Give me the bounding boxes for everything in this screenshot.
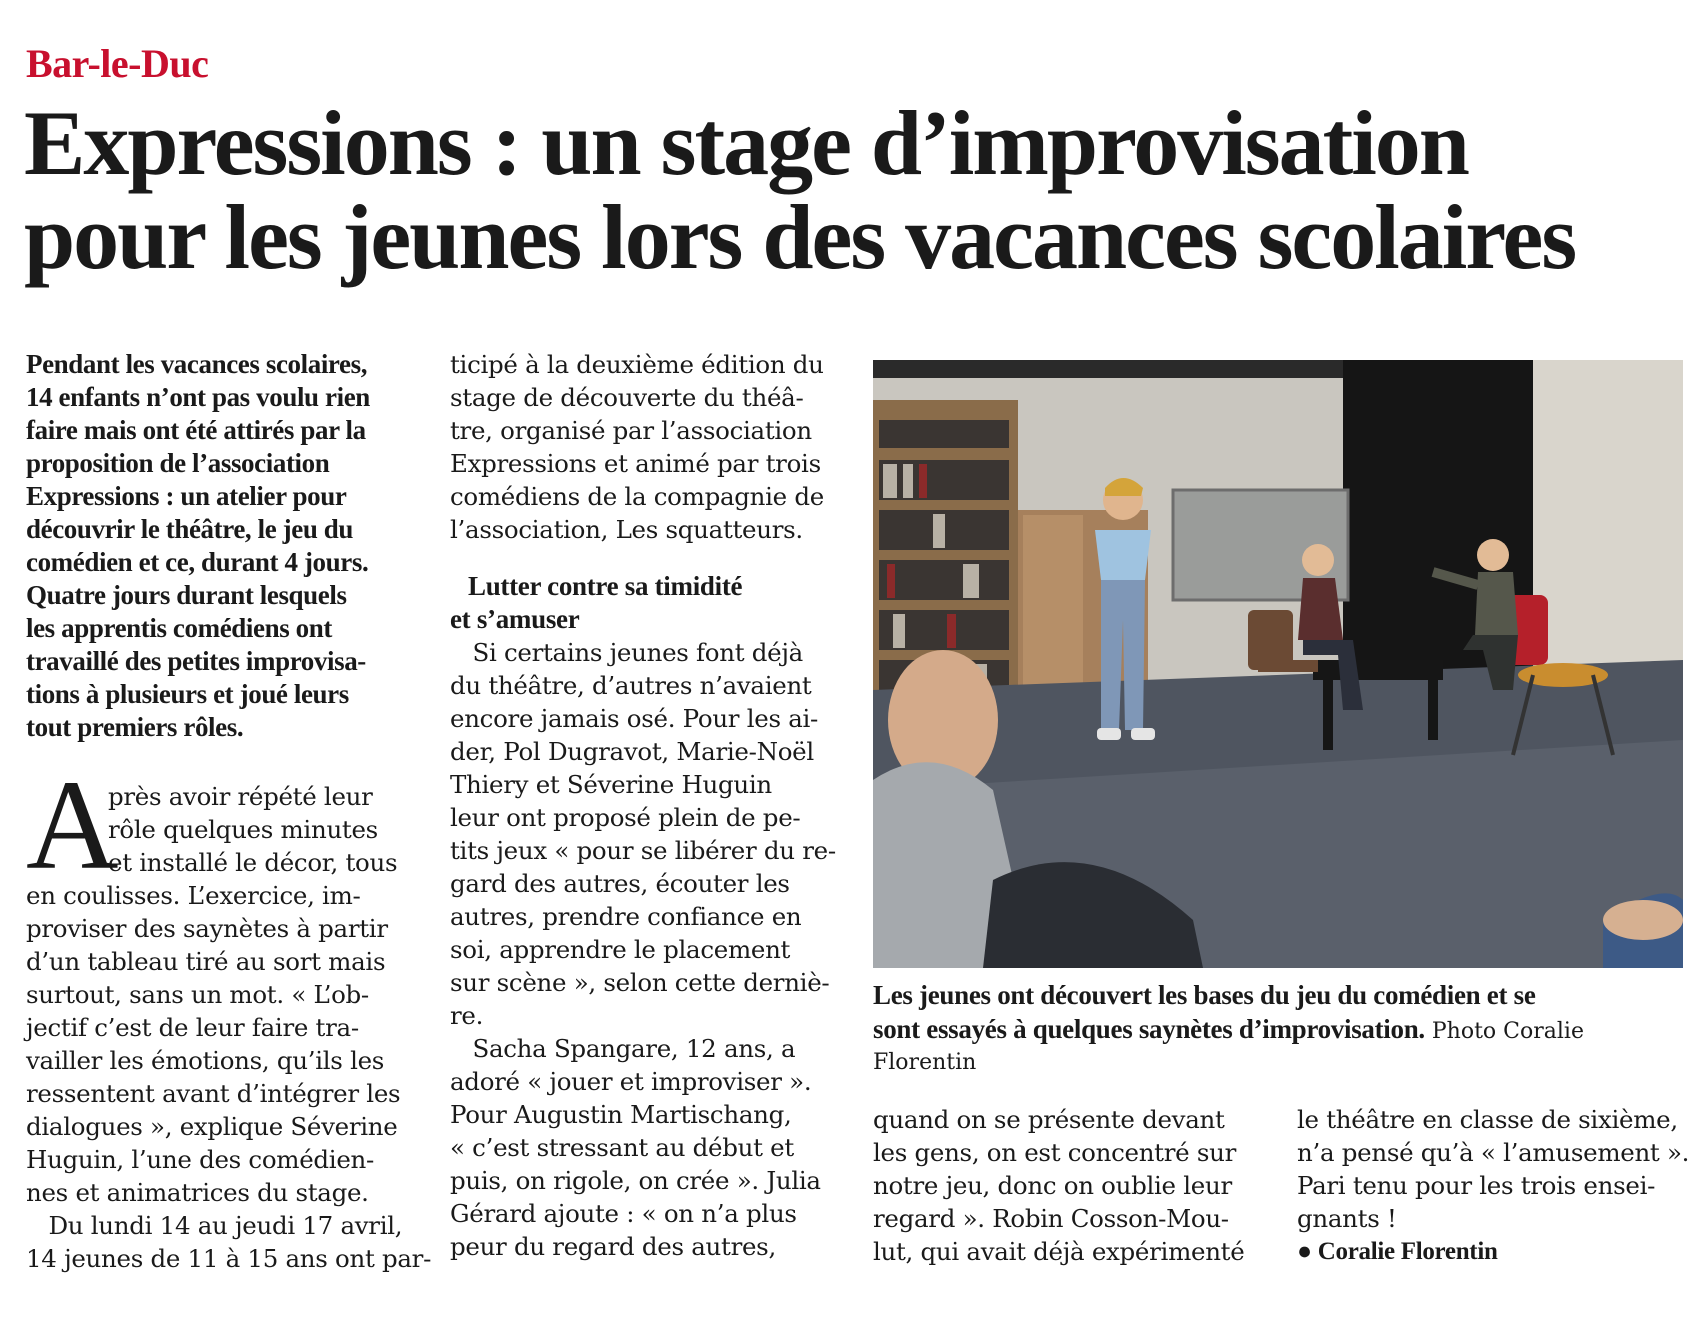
body-line: vailler les émotions, qu’ils les [26, 1046, 385, 1075]
body-line: Du lundi 14 au jeudi 17 avril, [26, 1211, 403, 1240]
chapo-line: 14 enfants n’ont pas voulu rien [26, 382, 370, 412]
chapo-line: les apprentis comédiens ont [26, 613, 332, 643]
chapo-line: comédien et ce, durant 4 jours. [26, 547, 369, 577]
body-line: lut, qui avait déjà expérimenté [873, 1237, 1245, 1266]
body-line: Expressions et animé par trois [450, 449, 821, 478]
headline-line: pour les jeunes lors des vacances scolaires [24, 186, 1576, 288]
chapo-line: faire mais ont été attirés par la [26, 415, 366, 445]
body-line: en coulisses. L’exercice, im- [26, 881, 361, 910]
body-line: « c’est stressant au début et [450, 1133, 794, 1162]
body-line: ressentent avant d’intégrer les [26, 1079, 401, 1108]
headline [24, 92, 1684, 288]
body-line: Thiery et Séverine Huguin [450, 770, 772, 799]
subheading: Lutter contre sa timidité [468, 571, 743, 601]
body-line: et installé le décor, tous [108, 848, 398, 877]
photo-credit: Photo Coralie [1424, 1019, 1584, 1044]
body-line: surtout, sans un mot. « L’ob- [26, 980, 369, 1009]
body-column-2 [450, 348, 840, 1263]
chapo-line: Expressions : un atelier pour [26, 481, 347, 511]
body-line: Gérard ajoute : « on n’a plus [450, 1199, 797, 1228]
body-line: adoré « jouer et improviser ». [450, 1067, 812, 1096]
section-kicker: Bar-le-Duc [26, 41, 209, 86]
body-line: peur du regard des autres, [450, 1232, 776, 1261]
body-line: comédiens de la compagnie de [450, 482, 824, 511]
body-line: dialogues », explique Séverine [26, 1112, 398, 1141]
chapo-line: Quatre jours durant lesquels [26, 580, 347, 610]
chapo-line: travaillé des petites improvisa- [26, 646, 366, 676]
body-column-3 [873, 1103, 1268, 1268]
body-line: le théâtre en classe de sixième, [1297, 1105, 1678, 1134]
photo-caption [873, 978, 1683, 1080]
body-line: notre jeu, donc on oublie leur [873, 1171, 1232, 1200]
body-line: rôle quelques minutes [108, 815, 378, 844]
headline-line: Expressions : un stage d’improvisation [24, 92, 1468, 194]
author-signature: ● Coralie Florentin [1297, 1238, 1498, 1265]
photo-credit: Florentin [873, 1050, 977, 1075]
body-line: Huguin, l’une des comédien- [26, 1145, 374, 1174]
body-line: sur scène », selon cette derniè- [450, 968, 830, 997]
body-line: puis, on rigole, on crée ». Julia [450, 1166, 821, 1195]
body-line: encore jamais osé. Pour les ai- [450, 704, 819, 733]
chapo-line: découvrir le théâtre, le jeu du [26, 514, 354, 544]
body-line: Sacha Spangare, 12 ans, a [450, 1034, 796, 1063]
caption-text: sont essayés à quelques saynètes d’improvisation. [873, 1014, 1425, 1044]
body-line: 14 jeunes de 11 à 15 ans ont par- [26, 1244, 432, 1273]
body-line: tits jeux « pour se libérer du re- [450, 836, 836, 865]
body-line: regard ». Robin Cosson-Mou- [873, 1204, 1229, 1233]
drop-cap: A [26, 754, 119, 896]
article-photo [873, 360, 1683, 968]
subheading: et s’amuser [450, 604, 580, 634]
body-line: du théâtre, d’autres n’avaient [450, 671, 812, 700]
body-line: tre, organisé par l’association [450, 416, 812, 445]
body-line: gnants ! [1297, 1204, 1397, 1233]
body-column-1 [26, 780, 432, 1275]
body-line: Si certains jeunes font déjà [450, 638, 803, 667]
chapo [26, 348, 426, 744]
body-line: der, Pol Dugravot, Marie-Noël [450, 737, 814, 766]
body-line: re. [450, 1001, 484, 1030]
body-line: quand on se présente devant [873, 1105, 1225, 1134]
chapo-line: tout premiers rôles. [26, 712, 244, 742]
body-line: proviser des saynètes à partir [26, 914, 388, 943]
body-line: gard des autres, écouter les [450, 869, 790, 898]
caption-text: Les jeunes ont découvert les bases du jeu du comédien et se [873, 980, 1536, 1010]
body-line: Pari tenu pour les trois ensei- [1297, 1171, 1656, 1200]
chapo-line: tions à plusieurs et joué leurs [26, 679, 349, 709]
body-line: Pour Augustin Martischang, [450, 1100, 792, 1129]
body-line: leur ont proposé plein de pe- [450, 803, 801, 832]
body-line: stage de découverte du théâ- [450, 383, 804, 412]
body-line: jectif c’est de leur faire tra- [26, 1013, 359, 1042]
body-line: nes et animatrices du stage. [26, 1178, 369, 1207]
body-line: les gens, on est concentré sur [873, 1138, 1236, 1167]
chapo-line: proposition de l’association [26, 448, 330, 478]
chapo-line: Pendant les vacances scolaires, [26, 349, 368, 379]
body-line: près avoir répété leur [108, 782, 373, 811]
body-line: ticipé à la deuxième édition du [450, 350, 824, 379]
body-line: n’a pensé qu’à « l’amusement ». [1297, 1138, 1690, 1167]
body-line: l’association, Les squatteurs. [450, 515, 803, 544]
body-column-4 [1297, 1103, 1692, 1268]
body-line: soi, apprendre le placement [450, 935, 791, 964]
body-line: autres, prendre confiance en [450, 902, 802, 931]
body-line: d’un tableau tiré au sort mais [26, 947, 386, 976]
